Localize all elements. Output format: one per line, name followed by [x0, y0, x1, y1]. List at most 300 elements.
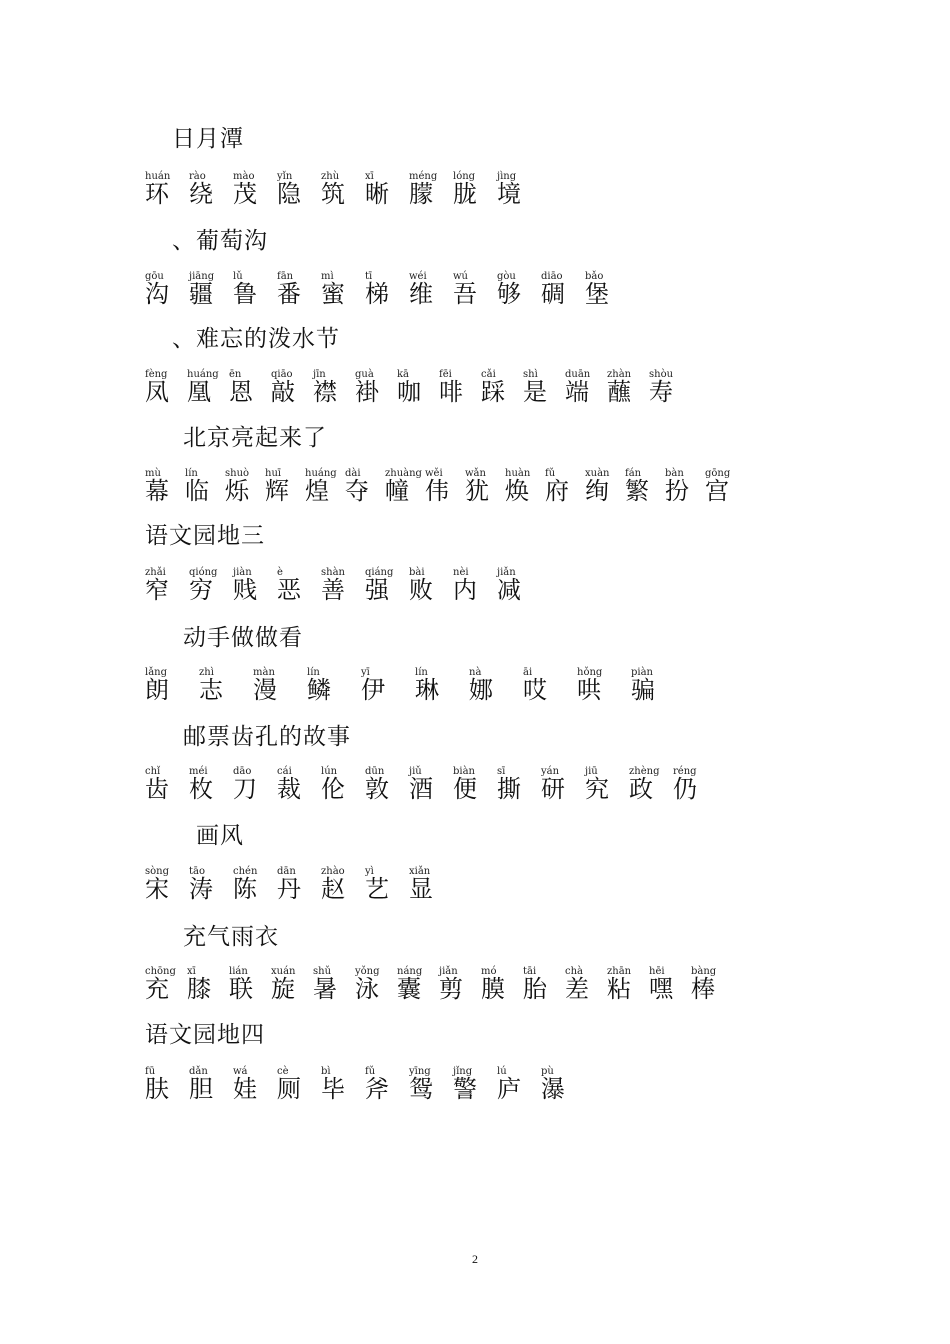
vocab-item: [355, 967, 397, 1007]
hanzi-character: 敲: [271, 378, 295, 406]
vocab-item: [189, 867, 233, 907]
vocab-item: [585, 272, 629, 312]
hanzi-character: 便: [453, 775, 477, 803]
hanzi-character: 嘿: [649, 975, 673, 1003]
vocab-item: [233, 568, 277, 608]
hanzi-character: 联: [229, 975, 253, 1003]
vocab-item: [409, 172, 453, 212]
pinyin-label: zhù: [321, 171, 340, 182]
pinyin-label: fēi: [439, 369, 452, 380]
hanzi-character: 幕: [145, 477, 169, 505]
hanzi-character: 强: [365, 576, 389, 604]
vocab-item: [321, 1067, 365, 1107]
pinyin-label: jiǎn: [439, 966, 458, 977]
vocab-item: [253, 668, 307, 708]
pinyin-label: gōng: [705, 468, 731, 479]
vocab-item: [307, 668, 361, 708]
vocab-item: [523, 967, 565, 1007]
pinyin-label: jiū: [585, 766, 598, 777]
hanzi-character: 夺: [345, 477, 369, 505]
hanzi-character: 旋: [271, 975, 295, 1003]
vocab-item: [189, 272, 233, 312]
vocab-item: [229, 967, 271, 1007]
vocab-item: [277, 272, 321, 312]
pinyin-label: zhǎi: [145, 567, 166, 578]
vocab-item: [145, 1067, 189, 1107]
vocab-item: [607, 370, 649, 410]
vocab-item: [321, 568, 365, 608]
hanzi-character: 赵: [321, 875, 345, 903]
vocab-item: [453, 568, 497, 608]
vocab-item: [665, 469, 705, 509]
pinyin-label: sī: [497, 766, 506, 777]
section-title-huafeng: 画风: [196, 823, 244, 849]
vocab-item: [145, 967, 187, 1007]
pinyin-label: màn: [253, 667, 275, 678]
vocab-item: [691, 967, 733, 1007]
hanzi-character: 囊: [397, 975, 421, 1003]
vocab-row-huafeng: [145, 867, 453, 907]
pinyin-label: yīng: [409, 1066, 431, 1077]
hanzi-character: 娃: [233, 1075, 257, 1103]
vocab-row-yuwenyuandi-4: [145, 1067, 585, 1107]
section-title-putaogou: 、葡萄沟: [172, 228, 268, 254]
pinyin-label: sòng: [145, 866, 169, 877]
page-number: 2: [472, 1252, 478, 1266]
vocab-item: [497, 767, 541, 807]
vocab-item: [145, 370, 187, 410]
hanzi-character: 善: [321, 576, 345, 604]
pinyin-label: lǔ: [233, 271, 243, 282]
hanzi-character: 仍: [673, 775, 697, 803]
vocab-item: [305, 469, 345, 509]
pinyin-label: tāi: [523, 966, 537, 977]
hanzi-character: 粘: [607, 975, 631, 1003]
hanzi-character: 凤: [145, 378, 169, 406]
pinyin-label: cè: [277, 1066, 289, 1077]
pinyin-label: fān: [277, 271, 294, 282]
vocab-item: [465, 469, 505, 509]
vocab-item: [565, 967, 607, 1007]
section-title-riyuetan: 日月潭: [172, 126, 244, 152]
pinyin-label: jǐng: [453, 1066, 473, 1077]
hanzi-character: 丹: [277, 875, 301, 903]
hanzi-character: 陈: [233, 875, 257, 903]
pinyin-label: chà: [565, 966, 584, 977]
vocab-item: [361, 668, 415, 708]
pinyin-label: zhuàng: [385, 468, 422, 479]
pinyin-label: lǎng: [145, 667, 168, 678]
pinyin-label: méng: [409, 171, 438, 182]
pinyin-label: náng: [397, 966, 423, 977]
hanzi-character: 伟: [425, 477, 449, 505]
vocab-item: [225, 469, 265, 509]
section-title-poshuijie: 、难忘的泼水节: [172, 326, 340, 352]
hanzi-character: 扮: [665, 477, 689, 505]
pinyin-label: mì: [321, 271, 334, 282]
vocab-item: [271, 967, 313, 1007]
hanzi-character: 犹: [465, 477, 489, 505]
pinyin-label: jiǎn: [497, 567, 516, 578]
vocab-item: [523, 370, 565, 410]
vocab-item: [277, 172, 321, 212]
pinyin-label: shì: [523, 369, 538, 380]
vocab-row-dongshou: [145, 668, 685, 708]
pinyin-label: huī: [265, 468, 282, 479]
hanzi-character: 胆: [189, 1075, 213, 1103]
pinyin-label: mó: [481, 966, 497, 977]
vocab-item: [541, 272, 585, 312]
pinyin-label: shǔ: [313, 966, 332, 977]
hanzi-character: 茂: [233, 180, 257, 208]
pinyin-label: bài: [409, 567, 425, 578]
hanzi-character: 内: [453, 576, 477, 604]
vocab-item: [585, 469, 625, 509]
vocab-item: [145, 469, 185, 509]
pinyin-label: jīn: [313, 369, 326, 380]
hanzi-character: 番: [277, 280, 301, 308]
vocab-item: [145, 272, 189, 312]
hanzi-character: 蜜: [321, 280, 345, 308]
vocab-item: [145, 767, 189, 807]
vocab-item: [189, 1067, 233, 1107]
pinyin-label: xuàn: [585, 468, 610, 479]
vocab-item: [233, 867, 277, 907]
hanzi-character: 晰: [365, 180, 389, 208]
pinyin-label: réng: [673, 766, 697, 777]
pinyin-label: fǔ: [365, 1066, 376, 1077]
hanzi-character: 襟: [313, 378, 337, 406]
vocab-item: [189, 172, 233, 212]
pinyin-label: chōng: [145, 966, 176, 977]
vocab-item: [233, 1067, 277, 1107]
vocab-item: [415, 668, 469, 708]
hanzi-character: 琳: [415, 676, 439, 704]
vocab-item: [145, 867, 189, 907]
vocab-row-poshuijie: [145, 370, 691, 410]
pinyin-label: yǒng: [355, 966, 380, 977]
vocab-item: [145, 568, 189, 608]
vocab-item: [277, 767, 321, 807]
vocab-item: [365, 272, 409, 312]
hanzi-character: 显: [409, 875, 433, 903]
hanzi-character: 梯: [365, 280, 389, 308]
pinyin-label: tī: [365, 271, 373, 282]
vocab-item: [199, 668, 253, 708]
pinyin-label: diāo: [541, 271, 563, 282]
pinyin-label: fǔ: [545, 468, 556, 479]
hanzi-character: 筑: [321, 180, 345, 208]
pinyin-label: wǎn: [465, 468, 486, 479]
hanzi-character: 娜: [469, 676, 493, 704]
vocab-item: [233, 272, 277, 312]
hanzi-character: 充: [145, 975, 169, 1003]
pinyin-label: gōu: [145, 271, 164, 282]
pinyin-label: chǐ: [145, 766, 161, 777]
pinyin-label: cǎi: [481, 369, 496, 380]
pinyin-label: fán: [625, 468, 642, 479]
hanzi-character: 是: [523, 378, 547, 406]
hanzi-character: 艺: [365, 875, 389, 903]
pinyin-label: hǒng: [577, 667, 603, 678]
vocab-item: [453, 767, 497, 807]
vocab-item: [397, 370, 439, 410]
pinyin-label: yǐn: [277, 171, 293, 182]
vocab-item: [631, 668, 685, 708]
vocab-item: [187, 370, 229, 410]
hanzi-character: 哄: [577, 676, 601, 704]
hanzi-character: 凰: [187, 378, 211, 406]
pinyin-label: dǎn: [189, 1066, 208, 1077]
vocab-item: [321, 172, 365, 212]
pinyin-label: zhì: [199, 667, 214, 678]
hanzi-character: 败: [409, 576, 433, 604]
vocab-item: [481, 967, 523, 1007]
hanzi-character: 骗: [631, 676, 655, 704]
pinyin-label: chén: [233, 866, 258, 877]
hanzi-character: 膜: [481, 975, 505, 1003]
pinyin-label: huáng: [187, 369, 219, 380]
hanzi-character: 肤: [145, 1075, 169, 1103]
pinyin-label: nà: [469, 667, 482, 678]
vocab-item: [541, 1067, 585, 1107]
pinyin-label: bǎo: [585, 271, 604, 282]
pinyin-label: shòu: [649, 369, 674, 380]
hanzi-character: 繁: [625, 477, 649, 505]
hanzi-character: 宋: [145, 875, 169, 903]
vocab-item: [409, 272, 453, 312]
vocab-item: [365, 1067, 409, 1107]
pinyin-label: méi: [189, 766, 208, 777]
pinyin-label: yán: [541, 766, 560, 777]
pinyin-label: jiǔ: [409, 766, 422, 777]
vocab-row-yuwenyuandi-3: [145, 568, 541, 608]
pinyin-label: fū: [145, 1066, 156, 1077]
pinyin-label: gòu: [497, 271, 516, 282]
vocab-item: [497, 568, 541, 608]
hanzi-character: 府: [545, 477, 569, 505]
vocab-item: [409, 767, 453, 807]
pinyin-label: mào: [233, 171, 255, 182]
hanzi-character: 沟: [145, 280, 169, 308]
vocab-item: [345, 469, 385, 509]
hanzi-character: 伦: [321, 775, 345, 803]
vocab-item: [453, 272, 497, 312]
pinyin-label: xī: [365, 171, 374, 182]
vocab-item: [313, 370, 355, 410]
pinyin-label: wéi: [409, 271, 427, 282]
vocab-item: [453, 1067, 497, 1107]
pinyin-label: lín: [415, 667, 428, 678]
vocab-item: [497, 172, 541, 212]
pinyin-label: hēi: [649, 966, 665, 977]
pinyin-label: guà: [355, 369, 374, 380]
pinyin-label: xuán: [271, 966, 296, 977]
hanzi-character: 撕: [497, 775, 521, 803]
vocab-item: [365, 867, 409, 907]
hanzi-character: 寿: [649, 378, 673, 406]
hanzi-character: 境: [497, 180, 521, 208]
hanzi-character: 研: [541, 775, 565, 803]
hanzi-character: 朦: [409, 180, 433, 208]
hanzi-character: 绕: [189, 180, 213, 208]
hanzi-character: 泳: [355, 975, 379, 1003]
vocab-item: [497, 272, 541, 312]
hanzi-character: 政: [629, 775, 653, 803]
vocab-item: [577, 668, 631, 708]
vocab-item: [187, 967, 229, 1007]
hanzi-character: 厕: [277, 1075, 301, 1103]
section-title-yuwenyuandi-4: 语文园地四: [145, 1022, 265, 1048]
vocab-item: [541, 767, 585, 807]
pinyin-label: wěi: [425, 468, 443, 479]
hanzi-character: 斧: [365, 1075, 389, 1103]
hanzi-character: 齿: [145, 775, 169, 803]
pinyin-label: nèi: [453, 567, 469, 578]
hanzi-character: 枚: [189, 775, 213, 803]
hanzi-character: 鳞: [307, 676, 331, 704]
vocab-item: [649, 967, 691, 1007]
hanzi-character: 恶: [277, 576, 301, 604]
hanzi-character: 棒: [691, 975, 715, 1003]
hanzi-character: 刀: [233, 775, 257, 803]
hanzi-character: 幢: [385, 477, 409, 505]
hanzi-character: 朗: [145, 676, 169, 704]
hanzi-character: 够: [497, 280, 521, 308]
vocab-item: [585, 767, 629, 807]
hanzi-character: 焕: [505, 477, 529, 505]
pinyin-label: lián: [229, 966, 248, 977]
pinyin-label: bàn: [665, 468, 684, 479]
hanzi-character: 酒: [409, 775, 433, 803]
vocab-item: [233, 767, 277, 807]
hanzi-character: 穷: [189, 576, 213, 604]
hanzi-character: 裁: [277, 775, 301, 803]
hanzi-character: 啡: [439, 378, 463, 406]
hanzi-character: 碉: [541, 280, 565, 308]
pinyin-label: yì: [365, 866, 374, 877]
pinyin-label: fèng: [145, 369, 168, 380]
pinyin-label: rào: [189, 171, 206, 182]
pinyin-label: huáng: [305, 468, 337, 479]
hanzi-character: 胎: [523, 975, 547, 1003]
vocab-item: [321, 867, 365, 907]
vocab-item: [629, 767, 673, 807]
pinyin-label: pù: [541, 1066, 554, 1077]
hanzi-character: 减: [497, 576, 521, 604]
hanzi-character: 咖: [397, 378, 421, 406]
pinyin-label: zhèng: [629, 766, 660, 777]
hanzi-character: 堡: [585, 280, 609, 308]
vocab-item: [705, 469, 745, 509]
pinyin-label: wá: [233, 1066, 248, 1077]
hanzi-character: 贱: [233, 576, 257, 604]
pinyin-label: āi: [523, 667, 533, 678]
pinyin-label: jiàn: [233, 567, 252, 578]
vocab-item: [277, 568, 321, 608]
vocab-item: [271, 370, 313, 410]
hanzi-character: 哎: [523, 676, 547, 704]
hanzi-character: 踩: [481, 378, 505, 406]
hanzi-character: 剪: [439, 975, 463, 1003]
vocab-item: [439, 370, 481, 410]
hanzi-character: 维: [409, 280, 433, 308]
pinyin-label: shuò: [225, 468, 250, 479]
vocab-item: [321, 272, 365, 312]
pinyin-label: dāo: [233, 766, 252, 777]
hanzi-character: 端: [565, 378, 589, 406]
hanzi-character: 胧: [453, 180, 477, 208]
vocab-item: [313, 967, 355, 1007]
hanzi-character: 膝: [187, 975, 211, 1003]
vocab-row-youpiao: [145, 767, 717, 807]
vocab-row-chongqiyuyi: [145, 967, 733, 1007]
vocab-row-riyuetan: [145, 172, 541, 212]
vocab-item: [505, 469, 545, 509]
pinyin-label: dūn: [365, 766, 385, 777]
pinyin-label: bì: [321, 1066, 331, 1077]
pinyin-label: jiāng: [189, 271, 215, 282]
section-title-yuwenyuandi-3: 语文园地三: [145, 523, 265, 549]
hanzi-character: 绚: [585, 477, 609, 505]
pinyin-label: cái: [277, 766, 292, 777]
pinyin-label: huàn: [505, 468, 531, 479]
vocab-item: [409, 867, 453, 907]
hanzi-character: 志: [199, 676, 223, 704]
pinyin-label: è: [277, 567, 283, 578]
vocab-item: [145, 668, 199, 708]
vocab-item: [565, 370, 607, 410]
hanzi-character: 辉: [265, 477, 289, 505]
pinyin-label: shàn: [321, 567, 345, 578]
section-title-youpiao: 邮票齿孔的故事: [183, 724, 351, 750]
hanzi-character: 究: [585, 775, 609, 803]
vocab-item: [397, 967, 439, 1007]
pinyin-label: mù: [145, 468, 161, 479]
vocab-item: [649, 370, 691, 410]
hanzi-character: 漫: [253, 676, 277, 704]
hanzi-character: 蘸: [607, 378, 631, 406]
vocab-item: [185, 469, 225, 509]
pinyin-label: qiáng: [365, 567, 394, 578]
pinyin-label: kā: [397, 369, 410, 380]
vocab-item: [233, 172, 277, 212]
pinyin-label: xiǎn: [409, 866, 431, 877]
hanzi-character: 褂: [355, 378, 379, 406]
vocab-item: [265, 469, 305, 509]
pinyin-label: lóng: [453, 171, 476, 182]
hanzi-character: 毕: [321, 1075, 345, 1103]
pinyin-label: dān: [277, 866, 296, 877]
pinyin-label: zhān: [607, 966, 632, 977]
pinyin-label: huán: [145, 171, 171, 182]
hanzi-character: 敦: [365, 775, 389, 803]
pinyin-label: tāo: [189, 866, 206, 877]
vocab-row-beijing: [145, 469, 745, 509]
pinyin-label: dài: [345, 468, 361, 479]
pinyin-label: duān: [565, 369, 591, 380]
vocab-item: [545, 469, 585, 509]
pinyin-label: lún: [321, 766, 338, 777]
hanzi-character: 吾: [453, 280, 477, 308]
vocab-item: [409, 568, 453, 608]
vocab-item: [229, 370, 271, 410]
pinyin-label: zhào: [321, 866, 345, 877]
hanzi-character: 疆: [189, 280, 213, 308]
vocab-item: [145, 172, 189, 212]
pinyin-label: lú: [497, 1066, 507, 1077]
vocab-item: [425, 469, 465, 509]
